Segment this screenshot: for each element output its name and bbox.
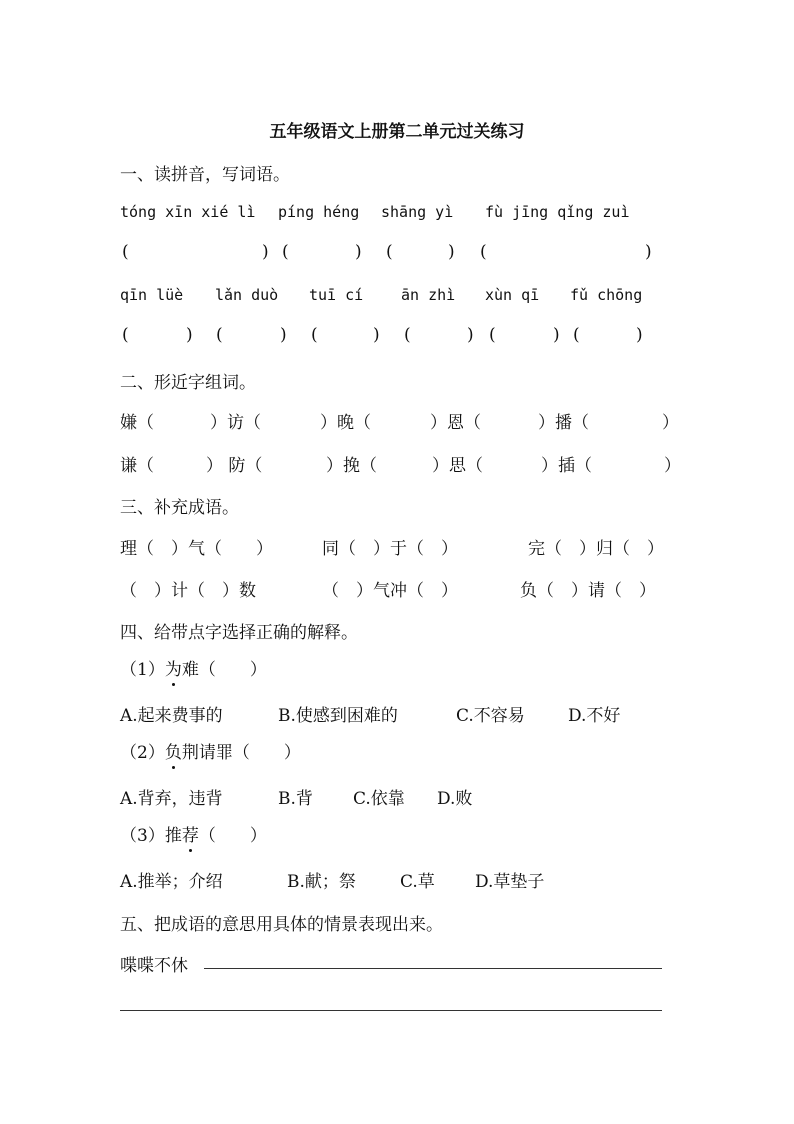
pinyin-3: shāng yì	[381, 203, 454, 221]
option-c[interactable]: C.草	[400, 872, 435, 892]
section-3-heading: 三、补充成语。	[120, 498, 239, 518]
option-a[interactable]: A.背弃，违背	[120, 789, 223, 809]
char-pair: ）恩（	[430, 413, 481, 433]
blank-open[interactable]: (	[122, 242, 129, 262]
pinyin-1: tóng xīn xié lì	[120, 203, 256, 221]
dotted-character: 荐	[182, 821, 199, 846]
option-d[interactable]: D.草垫子	[475, 872, 545, 892]
blank-open[interactable]: (	[386, 242, 393, 262]
option-d[interactable]: D.败	[437, 789, 473, 809]
blank-close[interactable]: )	[186, 325, 193, 345]
idiom-fill: 完（ ）归（ ）	[528, 539, 664, 559]
char-pair: ）	[662, 413, 679, 433]
question-text: （ ）	[198, 826, 267, 846]
option-b[interactable]: B.背	[278, 789, 313, 809]
blank-close[interactable]: )	[467, 325, 474, 345]
option-c[interactable]: C.不容易	[456, 706, 525, 726]
option-c[interactable]: C.依靠	[353, 789, 405, 809]
pinyin-9: xùn qī	[485, 286, 540, 304]
pinyin-8: ān zhì	[401, 286, 456, 304]
question-number: （1）	[120, 660, 165, 680]
blank-close[interactable]: )	[645, 242, 652, 262]
pinyin-10: fǔ chōng	[570, 286, 643, 304]
blank-open[interactable]: (	[311, 325, 318, 345]
char-pair: ）晚（	[320, 413, 371, 433]
blank-close[interactable]: )	[373, 325, 380, 345]
char-pair: ）播（	[538, 413, 589, 433]
blank-open[interactable]: (	[489, 325, 496, 345]
section-2-heading: 二、形近字组词。	[120, 373, 256, 393]
page-title: 五年级语文上册第二单元过关练习	[269, 122, 525, 142]
idiom-fill: （ ）计（ ）数	[120, 581, 256, 601]
dotted-character: 负	[165, 738, 182, 763]
char-pair: ）	[664, 456, 681, 476]
blank-open[interactable]: (	[216, 325, 223, 345]
section-5-heading: 五、把成语的意思用具体的情景表现出来。	[120, 915, 443, 935]
question-3	[120, 821, 267, 846]
pinyin-2: píng héng	[278, 203, 360, 221]
question-1	[120, 655, 267, 680]
blank-open[interactable]: (	[573, 325, 580, 345]
dotted-character: 为	[165, 655, 182, 680]
char-pair: ）思（	[432, 456, 483, 476]
char-pair: ）访（	[210, 413, 261, 433]
char-pair: ） 防（	[206, 456, 263, 476]
question-text: 推	[164, 826, 182, 846]
question-number: （2）	[120, 743, 165, 763]
pinyin-6: lǎn duò	[215, 286, 279, 304]
section-4-heading: 四、给带点字选择正确的解释。	[120, 623, 358, 643]
answer-line[interactable]	[204, 968, 662, 969]
blank-close[interactable]: )	[355, 242, 362, 262]
option-b[interactable]: B.献；祭	[287, 872, 356, 892]
idiom-fill: 同（ ）于（ ）	[322, 539, 458, 559]
char-pair: ）挽（	[326, 456, 377, 476]
blank-open[interactable]: (	[480, 242, 487, 262]
pinyin-7: tuī cí	[309, 286, 364, 304]
option-a[interactable]: A.起来费事的	[120, 706, 223, 726]
question-2	[120, 738, 301, 763]
answer-line[interactable]	[120, 1010, 662, 1011]
idiom-fill: 理（ ）气（ ）	[120, 539, 273, 559]
pinyin-4: fù jīng qǐng zuì	[485, 203, 630, 221]
idiom-fill: 负（ ）请（ ）	[520, 581, 656, 601]
char-pair: 嫌（	[120, 413, 154, 433]
option-a[interactable]: A.推举；介绍	[120, 872, 223, 892]
pinyin-5: qīn lüè	[120, 286, 184, 304]
blank-close[interactable]: )	[262, 242, 269, 262]
blank-open[interactable]: (	[404, 325, 411, 345]
idiom-label: 喋喋不休	[120, 956, 188, 976]
idiom-fill: （ ）气冲（ ）	[322, 581, 458, 601]
char-pair: ）插（	[541, 456, 592, 476]
option-b[interactable]: B.使感到困难的	[278, 706, 398, 726]
question-text: 荆请罪（ ）	[181, 743, 301, 763]
blank-close[interactable]: )	[636, 325, 643, 345]
blank-open[interactable]: (	[282, 242, 289, 262]
question-text: 难（ ）	[181, 660, 267, 680]
section-1-heading: 一、读拼音，写词语。	[120, 165, 290, 185]
blank-close[interactable]: )	[448, 242, 455, 262]
blank-open[interactable]: (	[122, 325, 129, 345]
char-pair: 谦（	[120, 456, 154, 476]
question-number: （3）	[120, 826, 165, 846]
blank-close[interactable]: )	[553, 325, 560, 345]
blank-close[interactable]: )	[280, 325, 287, 345]
option-d[interactable]: D.不好	[568, 706, 621, 726]
